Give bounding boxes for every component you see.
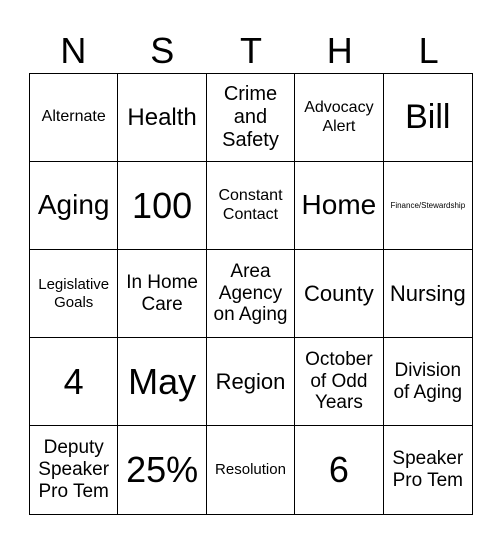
bingo-cell[interactable]: 6 (295, 426, 383, 514)
header-letter-h: H (326, 30, 353, 71)
bingo-cell[interactable]: Region (207, 338, 295, 426)
bingo-board (29, 73, 473, 515)
bingo-cell[interactable]: Finance/Stewardship (384, 162, 472, 250)
bingo-cell[interactable]: 25% (118, 426, 206, 514)
bingo-cell[interactable]: Speaker Pro Tem (392, 448, 464, 491)
bingo-cell[interactable]: Advocacy Alert (295, 74, 383, 162)
bingo-cell[interactable]: Nursing (384, 250, 472, 338)
bingo-cell[interactable]: Legislative Goals (30, 250, 118, 338)
bingo-cell[interactable]: Area Agency on Aging (207, 250, 295, 338)
bingo-cell[interactable]: Deputy Speaker Pro Tem (30, 426, 118, 514)
bingo-cell[interactable]: October of Odd Years (295, 338, 383, 426)
bingo-cell[interactable]: Alternate (30, 74, 118, 162)
bingo-cell[interactable]: In Home Care (118, 250, 206, 338)
header-letter-n: N (60, 30, 87, 71)
bingo-cell[interactable]: Home (295, 162, 383, 250)
bingo-cell[interactable]: Constant Contact (207, 162, 295, 250)
bingo-cell[interactable]: May (118, 338, 206, 426)
header-letter-l: L (418, 30, 439, 71)
bingo-header (29, 28, 473, 74)
bingo-cell[interactable]: Health (118, 74, 206, 162)
bingo-cell[interactable]: Aging (30, 162, 118, 250)
bingo-cell[interactable]: County (295, 250, 383, 338)
bingo-cell[interactable]: Resolution (207, 426, 295, 514)
bingo-cell[interactable]: 100 (118, 162, 206, 250)
bingo-cell[interactable]: Bill (384, 74, 472, 162)
bingo-cell[interactable]: Crime and Safety (207, 74, 295, 162)
bingo-cell[interactable]: Division of Aging (384, 338, 472, 426)
bingo-cell[interactable]: 4 (30, 338, 118, 426)
header-letter-s: S (150, 30, 175, 71)
header-letter-t: T (239, 30, 262, 71)
